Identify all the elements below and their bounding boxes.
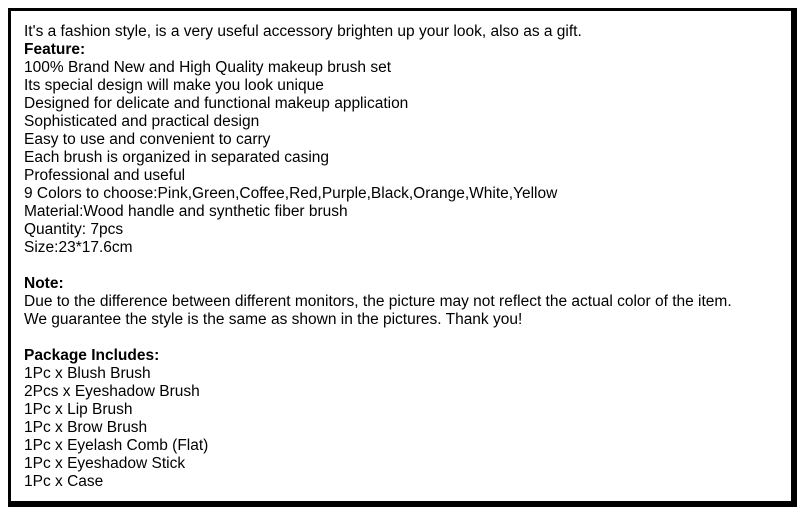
package-item: 2Pcs x Eyeshadow Brush [24,383,200,400]
spacer [24,257,732,275]
note-heading: Note: [24,275,64,292]
package-heading: Package Includes: [24,347,160,364]
feature-item: Easy to use and convenient to carry [24,131,271,148]
feature-item: Quantity: 7pcs [24,221,124,238]
package-item: 1Pc x Brow Brush [24,419,148,436]
feature-item: Each brush is organized in separated casing [24,149,330,166]
feature-item: Size:23*17.6cm [24,239,133,256]
feature-item: Sophisticated and practical design [24,113,260,130]
package-item: 1Pc x Blush Brush [24,365,151,382]
note-line: Due to the difference between different monitors, the picture may not reflect the actual color of the item. [24,293,732,310]
spacer [24,329,732,347]
feature-item: Its special design will make you look unique [24,77,324,94]
feature-heading: Feature: [24,41,86,58]
package-item: 1Pc x Eyelash Comb (Flat) [24,437,209,454]
package-item: 1Pc x Eyeshadow Stick [24,455,186,472]
note-line: We guarantee the style is the same as shown in the pictures. Thank you! [24,311,523,328]
description-frame [8,8,797,507]
intro-text: It's a fashion style, is a very useful accessory brighten up your look, also as a gift. [24,23,582,40]
feature-item: Material:Wood handle and synthetic fiber brush [24,203,348,220]
description-content [24,23,732,491]
package-item: 1Pc x Case [24,473,104,490]
feature-item: 9 Colors to choose:Pink,Green,Coffee,Red,Purple,Black,Orange,White,Yellow [24,185,558,202]
feature-item: Professional and useful [24,167,186,184]
feature-item: 100% Brand New and High Quality makeup brush set [24,59,392,76]
feature-item: Designed for delicate and functional makeup application [24,95,409,112]
package-item: 1Pc x Lip Brush [24,401,133,418]
